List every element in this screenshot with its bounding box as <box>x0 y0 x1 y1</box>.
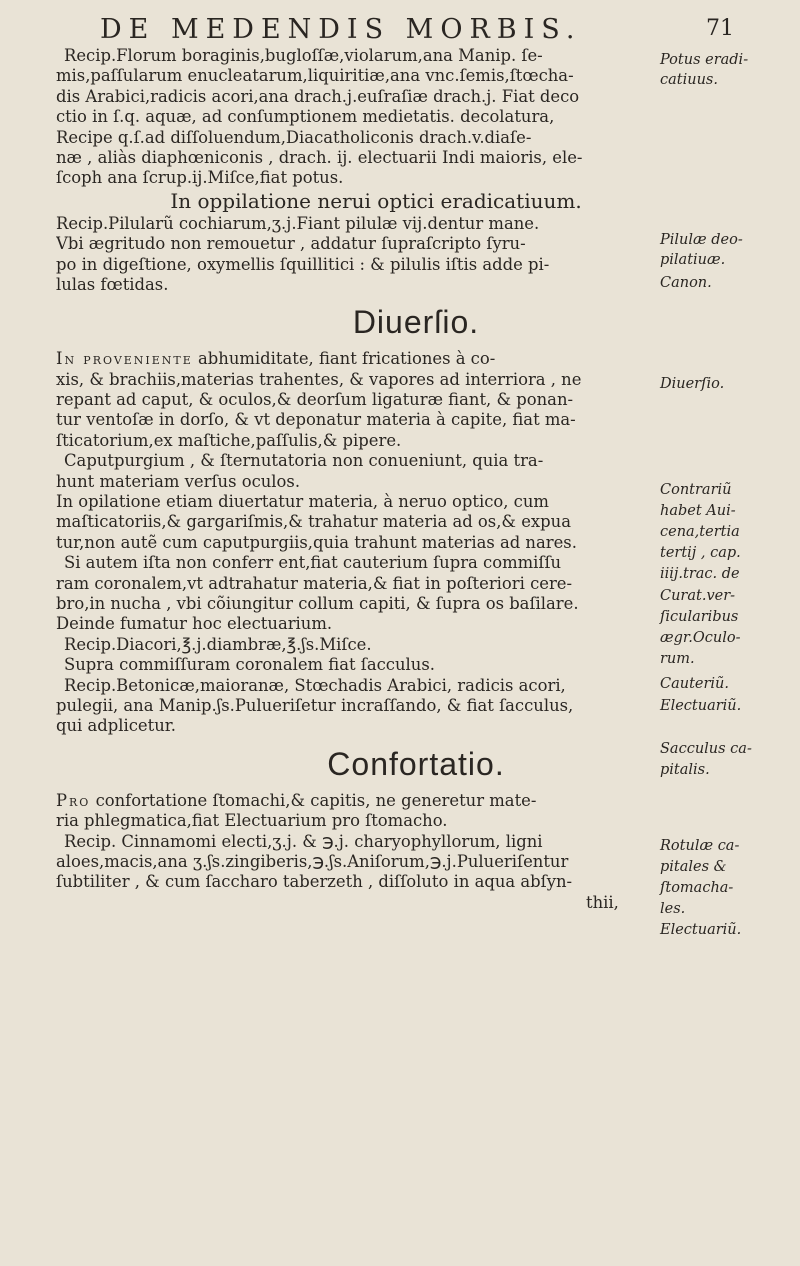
text-line: ram coronalem,vt adtrahatur materia,& fiat in poſteriori cere- <box>56 573 573 593</box>
text-line: Recip.Betonicæ,maioranæ, Stœchadis Arabici, radicis acori, <box>64 675 566 695</box>
margin-note: tertij , cap. <box>660 545 741 561</box>
text-line: Recip.Diacori,℥.j.diambræ,℥.ʃs.Miſce. <box>64 634 372 654</box>
text-line: Si autem iſta non conferr ent,fiat cauterium ſupra commiſſu <box>64 553 562 573</box>
text-line: hunt materiam verſus oculos. <box>56 471 301 491</box>
margin-note: les. <box>660 901 686 917</box>
text-line: Caputpurgium , & ſternutatoria non conueniunt, quia tra- <box>64 451 544 471</box>
margin-note: Sacculus ca- <box>660 741 752 757</box>
text-line: Recip. Cinnamomi electi,ʒ.j. & ℈.j. charyophyllorum, ligni <box>64 831 543 851</box>
section-lead-word: Pro <box>56 790 91 810</box>
text-line: mis,paſſularum enucleatarum,liquiritiæ,ana vnc.ſemis,ſtœcha- <box>56 66 574 86</box>
text-line: tur ventoſæ in dorſo, & vt deponatur materia à capite, fiat ma- <box>56 410 576 430</box>
text-line: xis, & brachiis,materias trahentes, & vapores ad interriora , ne <box>56 369 582 389</box>
subheading: In oppilatione nerui optici eradicatiuum. <box>170 188 582 213</box>
margin-note: Diuerſio. <box>660 376 725 392</box>
text-line: bro,in nucha , vbi cõiungitur collum capiti, & ſupra os baſilare. <box>56 593 579 613</box>
text-line: ria phlegmatica,fiat Electuarium pro ſtomacho. <box>56 811 448 831</box>
text-line: Supra commiſſuram coronalem fiat ſacculus. <box>64 655 435 675</box>
text-line: ſcoph ana ſcrup.ij.Miſce,fiat potus. <box>56 168 344 188</box>
page-number: 71 <box>706 16 734 41</box>
text-line: thii, <box>586 892 619 912</box>
text-line-rest: abhumiditate, fiant fricationes à co- <box>198 349 496 369</box>
text-line: Deinde fumatur hoc electuarium. <box>56 614 333 634</box>
running-head <box>0 14 800 50</box>
text-line: repant ad caput, & oculos,& deorſum ligaturæ fiant, & ponan- <box>56 390 574 410</box>
text-line: Recip.Florum boraginis,bugloſſæ,violarum,ana Manip. ſe- <box>64 46 543 65</box>
text-line <box>56 791 656 811</box>
margin-note: pitales & <box>660 859 727 875</box>
section-title-confortatio: Confortatio. <box>327 745 505 782</box>
margin-note: rum. <box>660 651 695 667</box>
text-line: Recipe q.ſ.ad diſſoluendum,Diacatholiconis drach.v.diaſe- <box>56 127 532 147</box>
text-line: pulegii, ana Manip.ʃs.Pulueriſetur incraſſando, & fiat ſacculus, <box>56 695 574 715</box>
section-title-diuersio: Diuerſio. <box>352 304 480 341</box>
section-lead-word: In proveniente <box>56 349 193 369</box>
text-line: In opilatione etiam diuertatur materia, à neruo optico, cum <box>56 492 549 512</box>
text-line-rest: confortatione ſtomachi,& capitis, ne generetur mate- <box>95 790 537 810</box>
margin-note: Curat.ver- <box>660 588 736 604</box>
margin-note: habet Aui- <box>660 503 736 519</box>
text-line: po in digeſtione, oxymellis ſquillitici : & pilulis iſtis adde pi- <box>56 254 550 274</box>
text-line: ſticatorium,ex maſtiche,paſſulis,& pipere. <box>56 430 402 450</box>
text-line: næ , aliàs diaphœniconis , drach. ij. electuarii Indi maioris, ele- <box>56 147 583 167</box>
text-line: dis Arabici,radicis acori,ana drach.j.euſraſiæ drach.j. Fiat deco <box>56 86 580 106</box>
text-line: qui adplicetur. <box>56 716 177 736</box>
text-line <box>56 349 656 369</box>
text-line: Vbi ægritudo non remouetur , addatur ſupraſcripto ſyru- <box>56 234 526 254</box>
text-line: maſticatoriis,& gargariſmis,& trahatur materia ad os,& expua <box>56 512 571 532</box>
margin-note: cena,tertia <box>660 524 740 540</box>
margin-note: pilatiuæ. <box>660 252 726 268</box>
text-line: aloes,macis,ana ʒ.ʃs.zingiberis,℈.ʃs.Aniſorum,℈.j.Pulueriſentur <box>56 851 569 871</box>
margin-note: Electuariũ. <box>660 922 742 938</box>
text-line: ſubtiliter , & cum ſaccharo taberzeth , diſſoluto in aqua abſyn- <box>56 872 573 892</box>
text-line: Recip.Pilularũ cochiarum,ʒ.j.Fiant pilulæ vij.dentur mane. <box>56 213 540 233</box>
margin-note: Pilulæ deo- <box>660 232 743 248</box>
margin-note: ſtomacha- <box>660 880 734 896</box>
running-title: DE MEDENDIS MORBIS. <box>100 14 582 45</box>
margin-note: ægr.Oculo- <box>660 630 741 646</box>
margin-note: iiij.trac. de <box>660 566 740 582</box>
margin-note: Electuariũ. <box>660 698 742 714</box>
text-line: ctio in ſ.q. aquæ, ad conſumptionem medietatis. decolatura, <box>56 107 555 127</box>
margin-note: Cauteriũ. <box>660 676 730 692</box>
margin-note: pitalis. <box>660 762 710 778</box>
margin-note: Rotulæ ca- <box>660 838 740 854</box>
margin-note: Contrariũ <box>660 482 732 498</box>
text-line: tur,non autẽ cum caputpurgiis,quia trahunt materias ad nares. <box>56 532 577 552</box>
margin-note: Canon. <box>660 275 712 291</box>
main-text-column <box>56 46 656 913</box>
margin-note: ſicularibus <box>660 609 739 625</box>
margin-note: Potus eradi- <box>660 52 749 68</box>
text-line: lulas fœtidas. <box>56 274 169 294</box>
margin-note: catiuus. <box>660 72 718 88</box>
